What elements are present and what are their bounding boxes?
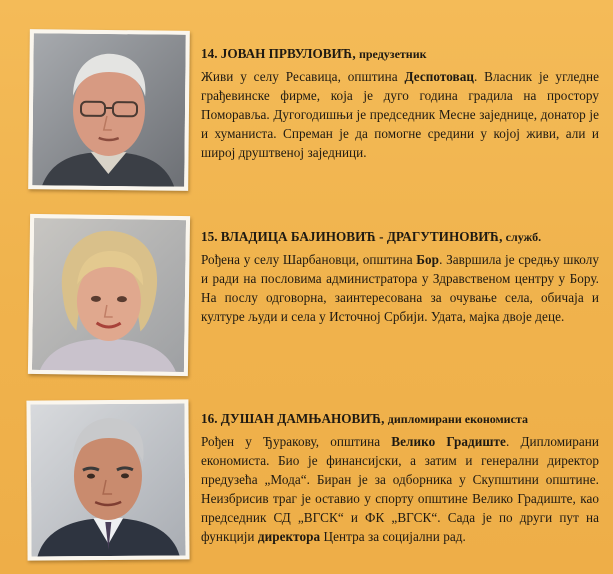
bio-text: . Дипломирани економиста. Био је финансијски, а затим и генерални директор предузећа „Мода“. Биран је за одборника у Скупштини општине. Неизбрисив траг је оставио у спорту општине Велико Градиште, као председник СД „ВГСК“ и ФК „ВГСК“. Сада је по други пут на функцији xyxy=(201,434,599,544)
bio-text: Живи у селу Ресавица, општина xyxy=(201,69,405,84)
bio-text: Рођен у Ђуракову, општина xyxy=(201,434,392,449)
portrait-man-suit-icon xyxy=(30,403,185,556)
portrait-elderly-man-glasses-icon xyxy=(32,33,186,187)
bio-municipality: Бор xyxy=(416,252,440,267)
candidate-photo-frame xyxy=(28,214,190,376)
candidate-profession: предузетник xyxy=(358,47,427,61)
bio-text: Центра за социјални рад. xyxy=(320,529,466,544)
candidate-photo xyxy=(32,218,186,372)
candidate-name: ДУШАН ДАМЊАНОВИЋ xyxy=(220,411,382,426)
candidate-name: ВЛАДИЦА БАЈИНОВИЋ - ДРАГУТИНОВИЋ xyxy=(220,229,500,244)
bio-text: Рођена у селу Шарбановци, општина xyxy=(201,252,417,267)
candidate-number: 14. xyxy=(201,46,218,61)
bio-municipality: Деспотовац xyxy=(404,69,474,84)
candidate-photo-frame xyxy=(28,29,190,191)
candidate-profession: дипломирани економиста xyxy=(387,412,528,426)
candidate-name-line: 15. ВЛАДИЦА БАЈИНОВИЋ - ДРАГУТИНОВИЋ, служб. xyxy=(201,229,542,244)
candidate-photo xyxy=(30,403,185,556)
bio-text: . Завршила је средњу школу и ради на пословима администратора у Здравственом центру у Бору. На послу одговорна, заинтересована за очување села, обичаја и културе људи и села у Источној Србији. Удата, мајка двоје деце. xyxy=(201,252,599,324)
bio-text: . Власник је угледне грађевинске фирме, која је дуго година градила на простору Поморавља. Дугогодишњи је председник Месне заједнице, донатор је и хуманиста. Спреман је да помогне средини у којој живи, али и широј друштвеној заједници. xyxy=(201,69,599,160)
candidate-photo-frame xyxy=(26,399,189,560)
portrait-woman-icon xyxy=(32,218,186,372)
bio-municipality: Велико Градиште xyxy=(391,434,506,449)
candidate-number: 15. xyxy=(201,229,218,244)
candidate-bio xyxy=(201,250,599,326)
candidate-photo xyxy=(32,33,186,187)
candidate-bio xyxy=(201,67,599,162)
candidate-name: ЈОВАН ПРВУЛОВИЋ xyxy=(220,46,353,61)
candidate-name-line: 14. ЈОВАН ПРВУЛОВИЋ, предузетник xyxy=(201,46,427,61)
candidate-profession: служб. xyxy=(505,230,542,244)
candidate-name-line: 16. ДУШАН ДАМЊАНОВИЋ, дипломирани економиста xyxy=(201,411,528,426)
candidate-bio xyxy=(201,432,599,546)
candidate-number: 16. xyxy=(201,411,218,426)
bio-position: директора xyxy=(257,529,321,544)
